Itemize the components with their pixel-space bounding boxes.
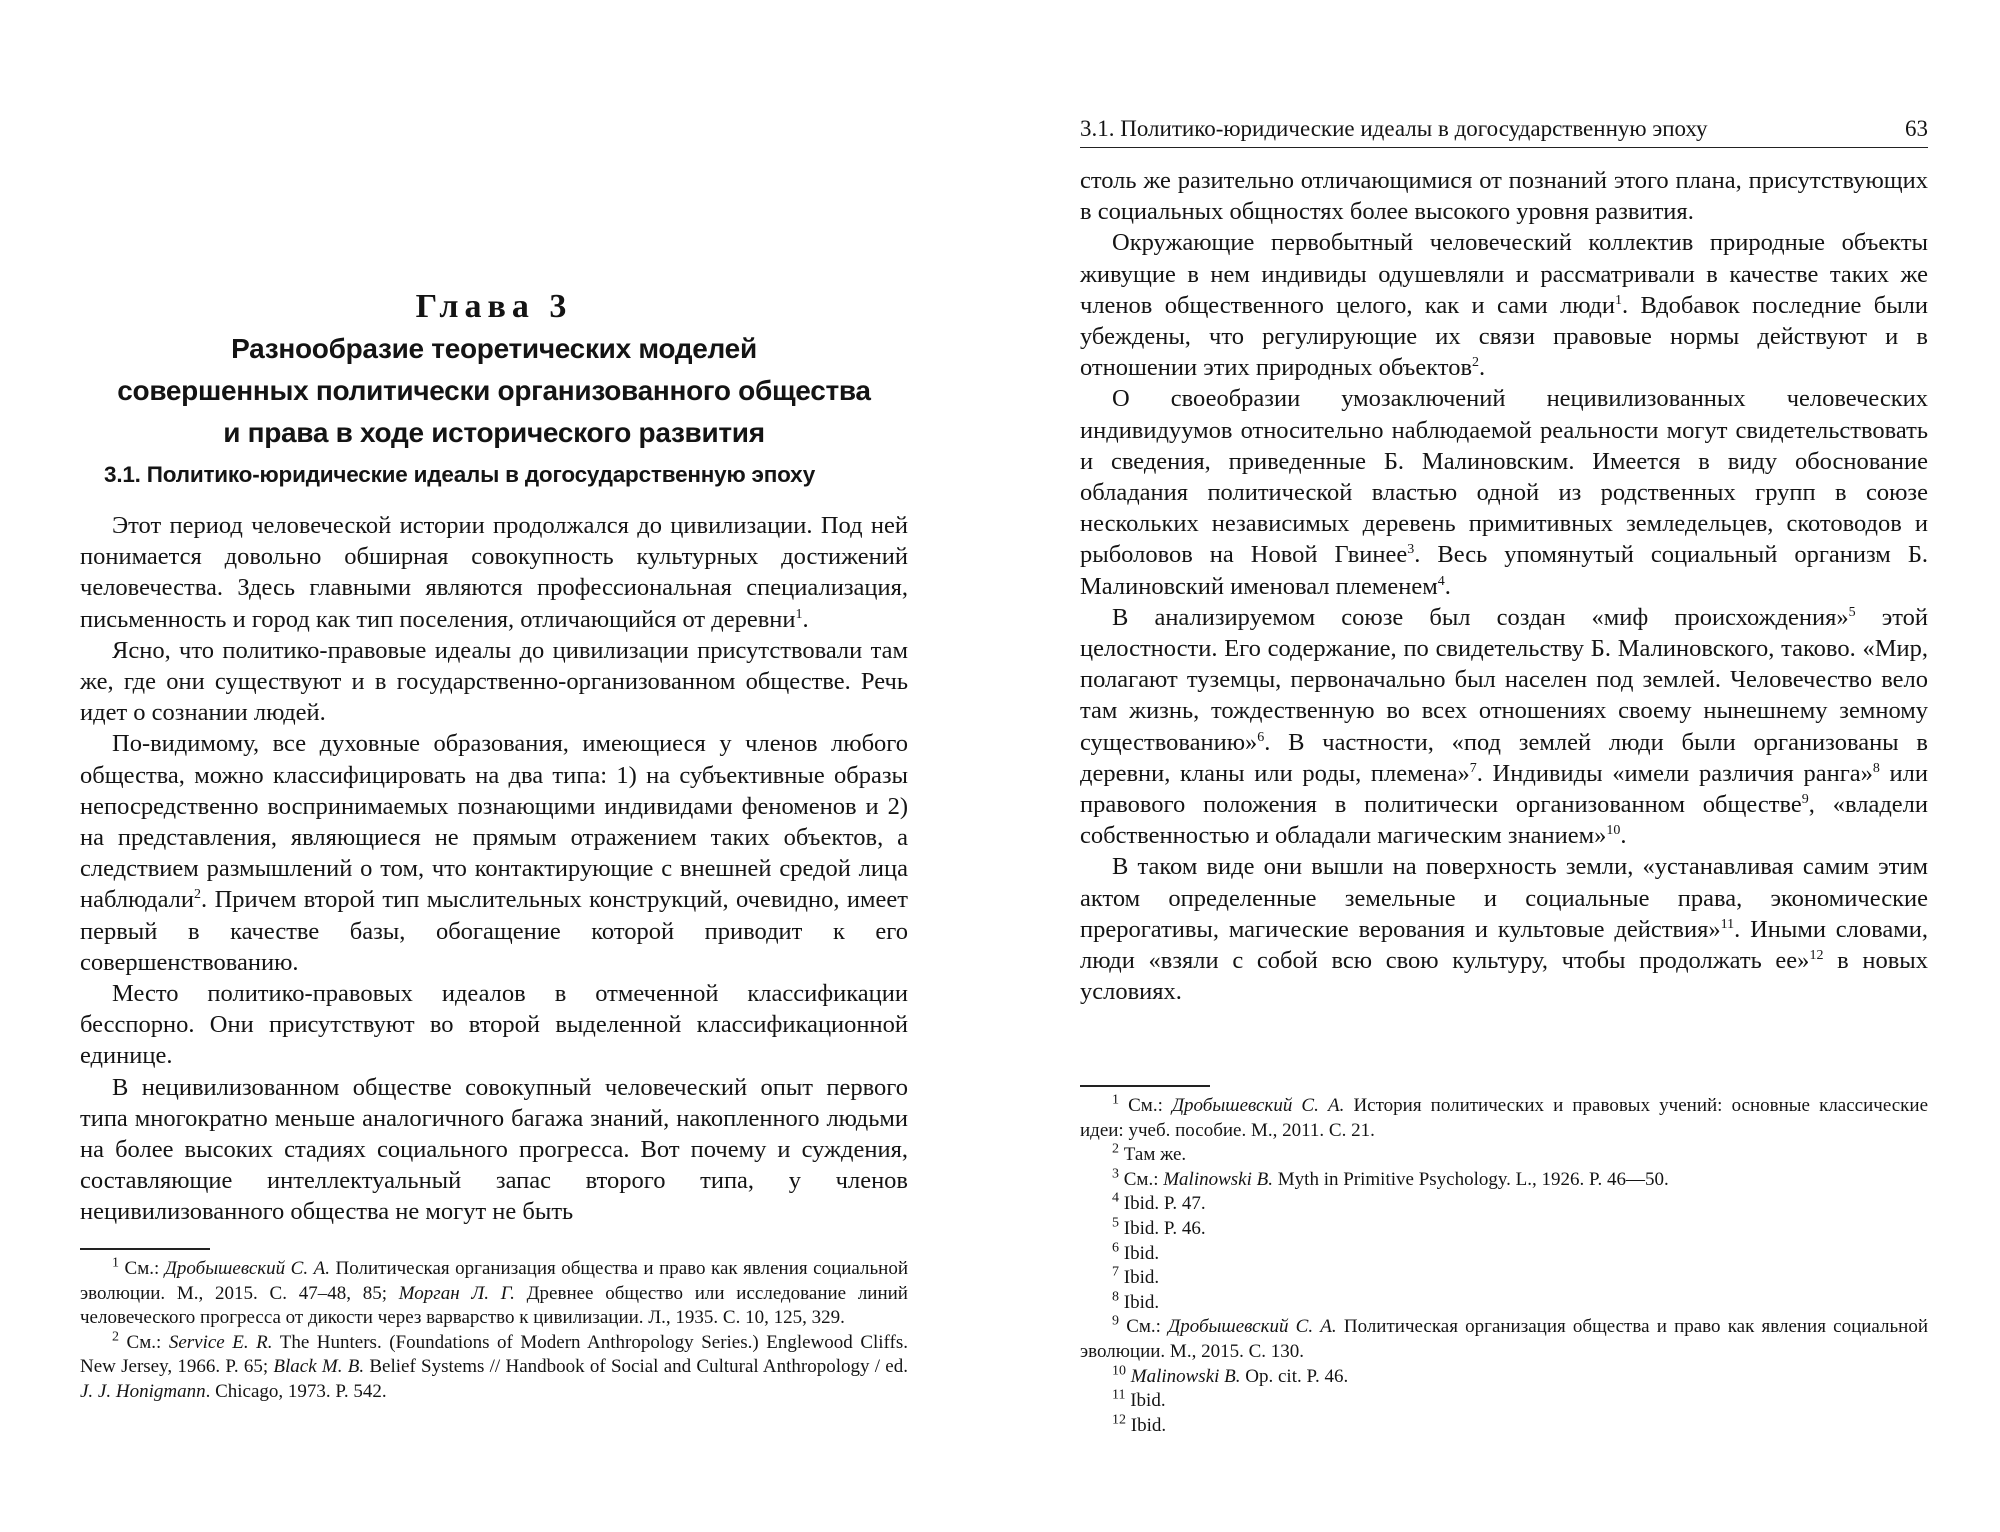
footnote-author: J. J. Honigmann xyxy=(80,1380,206,1402)
footnote-author: Дробышевский С. А. xyxy=(164,1258,330,1279)
footnote-author: Морган Л. Г. xyxy=(398,1282,515,1304)
footnote-number: 3 xyxy=(1112,1166,1119,1182)
footnote-number: 10 xyxy=(1112,1363,1126,1379)
footnote-number: 2 xyxy=(1112,1141,1119,1157)
footnote-ref: 5 xyxy=(1848,604,1856,620)
running-head-title: 3.1. Политико-юридические идеалы в догосударственную эпоху xyxy=(1080,116,1708,141)
footnote-ref: 12 xyxy=(1809,947,1824,963)
footnote: $^9$ См.: Дробышевский С. А. Политическая организация общества и право как явления социальной эволюции. М., 2015. С. 130. xyxy=(1080,1314,1928,1362)
paragraph: столь же разительно отличающимися от познаний этого плана, присутствующих в социальных общностях более высокого уровня развития. xyxy=(1080,167,1928,226)
page-number: 63 xyxy=(1905,116,1928,141)
paragraph: Этот период человеческой истории продолжался до цивилизации. Под ней понимается довольно обширная совокупность культурных достижений человечества. Здесь главными являются профессиональная специализация, письменность и город как тип поселения, отличающийся от деревни$^1$. xyxy=(80,512,908,633)
paragraph: Ясно, что политико-правовые идеалы до цивилизации присутствовали там же, где они существуют и в государственно-организованном обществе. Речь идет о сознании людей. xyxy=(80,636,908,727)
footnote-rule xyxy=(1080,1085,1210,1087)
paragraph: Окружающие первобытный человеческий коллектив природные объекты живущие в нем индивиды одушевляли и рассматривали в качестве таких же членов общественного целого, как и сами люди$^1$. Вдобавок последние были убеждены, что регулирующие их связи правовые нормы действуют и в отношении этих природных объектов$^2$. xyxy=(1080,229,1928,382)
chapter-title-line: и права в ходе исторического развития xyxy=(223,417,765,448)
footnote: $^8$ Ibid. xyxy=(1112,1289,1160,1313)
footnote-number: 6 xyxy=(1112,1240,1119,1256)
footnote-ref: 1 xyxy=(1614,292,1622,308)
footnote-number: 5 xyxy=(1112,1215,1119,1231)
paragraph: В нецивилизованном обществе совокупный человеческий опыт первого типа многократно меньше аналогичного багажа знаний, накопленного людьми на более высоких стадиях социального прогресса. Вот почему и суждения, составляющие интеллектуальный запас второго типа, у членов нецивилизованного общества не могут не быть xyxy=(80,1073,908,1226)
footnote-ref: 6 xyxy=(1257,729,1265,745)
footnote: $^7$ Ibid. xyxy=(1112,1264,1160,1289)
paragraph: В анализируемом союзе был создан «миф происхождения»$^5$ этой целостности. Его содержание, по свидетельству Б. Малиновского, таково. «Мир, полагают туземцы, первоначально был населен под землей. Человечество вело там жизнь, тождественную во всех отношениях своему нынешнему земному существованию»$^6$. В частности, «под землей люди были организованы в деревни, кланы или роды, племена»$^7$. Индивиды «имели различия ранга»$^8$ или правового положения в политически организованном обществе$^9$, «владели собственностью и обладали магическим знанием»$^{10}$. xyxy=(1080,603,1929,850)
footnote-number: 2 xyxy=(112,1329,119,1345)
section-title: 3.1. Политико-юридические идеалы в догосударственную эпоху xyxy=(104,462,816,487)
paragraph: По-видимому, все духовные образования, имеющиеся у членов любого общества, можно классифицировать на два типа: 1) на субъективные образы непосредственно воспринимаемых познающими индивидами феноменов и 2) на представления, являющиеся не прямым отражением таких объектов, а следствием размышлений о том, что контактирующие с внешней средой лица наблюдали$^2$. Причем второй тип мыслительных конструкций, очевидно, имеет первый в качестве базы, обогащение которой приводит к его совершенствованию. xyxy=(80,730,908,976)
footnote-ref: 4 xyxy=(1437,573,1445,589)
footnote-ref: 11 xyxy=(1720,916,1735,932)
footnote-ref: 1 xyxy=(795,606,803,622)
paragraph: В таком виде они вышли на поверхность земли, «устанавливая самим этим актом определенные земельные и социальные права, экономические прерогативы, магические верования и культовые действия»$^{11}$. Иными словами, люди «взяли с собой всю свою культуру, чтобы продолжать ее»$^{12}$ в новых условиях. xyxy=(1080,853,1929,1006)
footnote-ref: 8 xyxy=(1872,760,1880,776)
left-body-text xyxy=(80,510,908,1228)
footnote-number: 12 xyxy=(1112,1412,1126,1428)
footnote-author: Malinowski B. xyxy=(1130,1365,1241,1387)
footnote-author: Black M. B. xyxy=(273,1356,365,1378)
right-body-text xyxy=(1080,165,1928,1007)
footnote-ref: 3 xyxy=(1407,542,1415,558)
footnote-author: Service E. R. xyxy=(168,1331,273,1353)
footnote: $^{11}$ Ibid. xyxy=(1112,1387,1166,1412)
footnote-rule xyxy=(80,1248,210,1250)
footnote-number: 1 xyxy=(112,1255,119,1271)
paragraph: О своеобразии умозаключений нецивилизованных человеческих индивидуумов относительно наблюдаемой реальности могут свидетельствовать и сведения, приведенные Б. Малиновским. Имеется в виду обоснование обладания политической властью одной из родственных групп в союзе нескольких независимых деревень примитивных земледельцев, скотоводов и рыболовов на Новой Гвинее$^3$. Весь упомянутый социальный организм Б. Малиновский именовал племенем$^4$. xyxy=(1080,385,1929,600)
footnote-author: Malinowski B. xyxy=(1163,1168,1274,1190)
footnote-number: 1 xyxy=(1112,1092,1119,1108)
footnote: $^1$ См.: Дробышевский С. А. Политическая организация общества и право как явления социальной эволюции. М., 2015. С. 47–48, 85; Морган Л. Г. Древнее общество или исследование линий человеческого прогресса от дикости через варварство к цивилизации. Л., 1935. С. 10, 125, 329. xyxy=(80,1255,909,1329)
footnote-number: 7 xyxy=(1112,1264,1119,1280)
footnote-ref: 2 xyxy=(1472,355,1480,371)
footnote: $^4$ Ibid. P. 47. xyxy=(1112,1191,1206,1215)
footnote-ref: 9 xyxy=(1801,791,1809,807)
right-page-content xyxy=(1080,0,1928,1532)
chapter-number: Глава 3 xyxy=(415,288,573,325)
chapter-title-line: совершенных политически организованного общества xyxy=(117,375,871,406)
footnote: $^{12}$ Ibid. xyxy=(1112,1412,1167,1436)
footnote: $^2$ Там же. xyxy=(1112,1141,1187,1166)
footnote-ref: 10 xyxy=(1606,823,1621,839)
paragraph: Место политико-правовых идеалов в отмеченной классификации бесспорно. Они присутствуют во второй выделенной классификационной единице. xyxy=(80,980,908,1070)
footnote: $^2$ См.: Service E. R. The Hunters. (Foundations of Modern Anthropology Series.) Englewood Cliffs. New Jersey, 1966. P. 65; Black M. B. Belief Systems // Handbook of Social and Cultural Anthropology / ed. J. J. Honigmann. Chicago, 1973. P. 542. xyxy=(80,1329,909,1402)
footnote-number: 11 xyxy=(1112,1387,1126,1403)
footnote: $^1$ См.: Дробышевский С. А. История политических и правовых учений: основные классические идеи: учеб. пособие. М., 2011. С. 21. xyxy=(1080,1092,1928,1141)
left-footnotes xyxy=(80,1257,908,1405)
footnote: $^6$ Ibid. xyxy=(1112,1240,1160,1264)
left-page-content xyxy=(80,0,908,1532)
footnote-author: Дробышевский С. А. xyxy=(1171,1095,1345,1116)
footnote-number: 9 xyxy=(1112,1314,1119,1330)
footnote-ref: 2 xyxy=(194,887,202,903)
footnote: $^5$ Ibid. P. 46. xyxy=(1112,1215,1206,1239)
right-footnotes xyxy=(1080,1094,1928,1438)
footnote-ref: 7 xyxy=(1469,760,1477,776)
footnote-number: 4 xyxy=(1112,1191,1119,1207)
footnote: $^3$ См.: Malinowski B. Myth in Primitive Psychology. L., 1926. P. 46—50. xyxy=(1112,1166,1669,1190)
footnote-author: Дробышевский С. А. xyxy=(1168,1316,1337,1338)
footnote-number: 8 xyxy=(1112,1289,1119,1305)
chapter-title-line: Разнообразие теоретических моделей xyxy=(231,333,757,364)
footnote: $^{10}$ Malinowski B. Op. cit. P. 46. xyxy=(1112,1363,1349,1387)
